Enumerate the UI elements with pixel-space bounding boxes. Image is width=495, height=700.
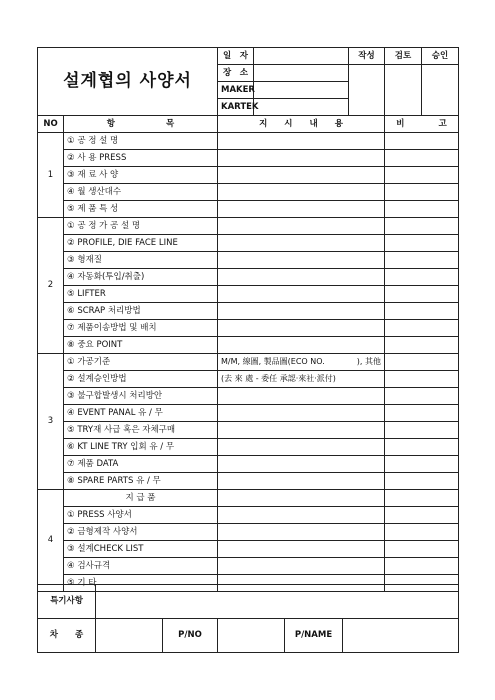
item-label: ⑥ SCRAP 처리방법 xyxy=(64,303,218,320)
content-cell[interactable] xyxy=(218,558,385,575)
remark-cell[interactable] xyxy=(385,558,459,575)
remark-cell[interactable] xyxy=(385,371,459,388)
date-field[interactable] xyxy=(254,48,349,65)
remark-cell[interactable] xyxy=(385,133,459,150)
item-label: ⑧ 중요 POINT xyxy=(64,337,218,354)
col-no: NO xyxy=(38,116,64,133)
remark-cell[interactable] xyxy=(385,354,459,371)
maker-field[interactable] xyxy=(254,82,349,99)
approval-approve: 승인 xyxy=(422,48,459,65)
item-label: ③ 형재질 xyxy=(64,252,218,269)
item-label: ② 설계승인방법 xyxy=(64,371,218,388)
item-label: ④ 검사규격 xyxy=(64,558,218,575)
content-cell[interactable] xyxy=(218,286,385,303)
label-kartek: KARTEK xyxy=(218,99,254,116)
label-maker: MAKER xyxy=(218,82,254,99)
content-cell[interactable] xyxy=(218,252,385,269)
content-cell[interactable] xyxy=(218,218,385,235)
remark-cell[interactable] xyxy=(385,524,459,541)
remark-cell[interactable] xyxy=(385,439,459,456)
col-content: 지 시 내 용 xyxy=(218,116,385,133)
remark-cell[interactable] xyxy=(385,422,459,439)
footer-table xyxy=(37,584,459,653)
content-cell[interactable] xyxy=(218,201,385,218)
part-no-field[interactable] xyxy=(218,619,285,653)
remark-cell[interactable] xyxy=(385,201,459,218)
content-cell[interactable] xyxy=(218,490,385,507)
item-label: ⑤ 기 타 xyxy=(64,575,218,592)
remark-cell[interactable] xyxy=(385,218,459,235)
item-label: ① 공 정 가 공 설 명 xyxy=(64,218,218,235)
remark-cell[interactable] xyxy=(385,184,459,201)
remark-cell[interactable] xyxy=(385,320,459,337)
approval-review: 검토 xyxy=(385,48,422,65)
content-cell[interactable] xyxy=(218,507,385,524)
special-notes-label: 특기사항 xyxy=(38,585,96,619)
item-label: ④ EVENT PANAL 유 / 무 xyxy=(64,405,218,422)
item-label: ⑤ 제 품 특 성 xyxy=(64,201,218,218)
document-title: 설계협의 사양서 xyxy=(38,48,218,116)
remark-cell[interactable] xyxy=(385,456,459,473)
kartek-field[interactable] xyxy=(254,99,349,116)
item-label: ② 사 용 PRESS xyxy=(64,150,218,167)
part-no-label: P/NO xyxy=(163,619,218,653)
remark-cell[interactable] xyxy=(385,167,459,184)
item-label: 지 급 품 xyxy=(64,490,218,507)
content-cell[interactable] xyxy=(218,524,385,541)
part-name-label: P/NAME xyxy=(285,619,343,653)
sign-review[interactable] xyxy=(385,65,422,116)
item-label: ⑥ KT LINE TRY 입회 유 / 무 xyxy=(64,439,218,456)
sign-author[interactable] xyxy=(349,65,385,116)
content-cell[interactable] xyxy=(218,303,385,320)
item-label: ⑦ 제품이송방법 및 배치 xyxy=(64,320,218,337)
group-no: 4 xyxy=(38,490,64,592)
col-remark: 비 고 xyxy=(385,116,459,133)
item-label: ② PROFILE, DIE FACE LINE xyxy=(64,235,218,252)
car-model-label: 차 종 xyxy=(38,619,96,653)
content-cell[interactable] xyxy=(218,541,385,558)
item-label: ④ 자동화(투입/취출) xyxy=(64,269,218,286)
item-label: ⑤ LIFTER xyxy=(64,286,218,303)
item-label: ③ 재 료 사 양 xyxy=(64,167,218,184)
car-model-field[interactable] xyxy=(96,619,163,653)
remark-cell[interactable] xyxy=(385,541,459,558)
item-label: ① 공 정 설 명 xyxy=(64,133,218,150)
col-item: 항 목 xyxy=(64,116,218,133)
item-label: ① 가공기준 xyxy=(64,354,218,371)
item-label: ⑤ TRY재 사급 혹은 자체구매 xyxy=(64,422,218,439)
remark-cell[interactable] xyxy=(385,235,459,252)
label-place: 장 소 xyxy=(218,65,254,82)
remark-cell[interactable] xyxy=(385,252,459,269)
item-label: ① PRESS 사양서 xyxy=(64,507,218,524)
item-label: ⑧ SPARE PARTS 유 / 무 xyxy=(64,473,218,490)
remark-cell[interactable] xyxy=(385,337,459,354)
content-cell[interactable] xyxy=(218,473,385,490)
special-notes-field[interactable] xyxy=(96,585,459,619)
content-cell[interactable] xyxy=(218,337,385,354)
remark-cell[interactable] xyxy=(385,490,459,507)
item-label: ⑦ 제품 DATA xyxy=(64,456,218,473)
place-field[interactable] xyxy=(254,65,349,82)
group-no: 1 xyxy=(38,133,64,218)
remark-cell[interactable] xyxy=(385,303,459,320)
sign-approve[interactable] xyxy=(422,65,459,116)
remark-cell[interactable] xyxy=(385,507,459,524)
content-cell[interactable] xyxy=(218,405,385,422)
item-label: ③ 설계CHECK LIST xyxy=(64,541,218,558)
header-table xyxy=(37,47,459,116)
content-cell[interactable] xyxy=(218,388,385,405)
spec-table xyxy=(37,115,459,592)
remark-cell[interactable] xyxy=(385,150,459,167)
item-label: ④ 월 생산대수 xyxy=(64,184,218,201)
content-cell[interactable] xyxy=(218,235,385,252)
remark-cell[interactable] xyxy=(385,286,459,303)
reference-drawings-text: M/M, 線圖, 製品圖(ECO NO. ), 其他 xyxy=(218,354,385,371)
part-name-field[interactable] xyxy=(343,619,459,653)
item-label: ③ 불구합발생시 처리방안 xyxy=(64,388,218,405)
content-cell[interactable] xyxy=(218,167,385,184)
group-no: 2 xyxy=(38,218,64,354)
content-cell[interactable] xyxy=(218,184,385,201)
group-no: 3 xyxy=(38,354,64,490)
content-cell[interactable] xyxy=(218,269,385,286)
content-cell[interactable] xyxy=(218,439,385,456)
approval-method-text: (去 來 處 - 委任 承認·來社·派付) xyxy=(218,371,385,388)
remark-cell[interactable] xyxy=(385,269,459,286)
item-label: ② 금형제작 사양서 xyxy=(64,524,218,541)
remark-cell[interactable] xyxy=(385,405,459,422)
content-cell[interactable] xyxy=(218,320,385,337)
approval-author: 작성 xyxy=(349,48,385,65)
remark-cell[interactable] xyxy=(385,473,459,490)
content-cell[interactable] xyxy=(218,133,385,150)
content-cell[interactable] xyxy=(218,456,385,473)
label-date: 일 자 xyxy=(218,48,254,65)
remark-cell[interactable] xyxy=(385,388,459,405)
content-cell[interactable] xyxy=(218,422,385,439)
content-cell[interactable] xyxy=(218,150,385,167)
